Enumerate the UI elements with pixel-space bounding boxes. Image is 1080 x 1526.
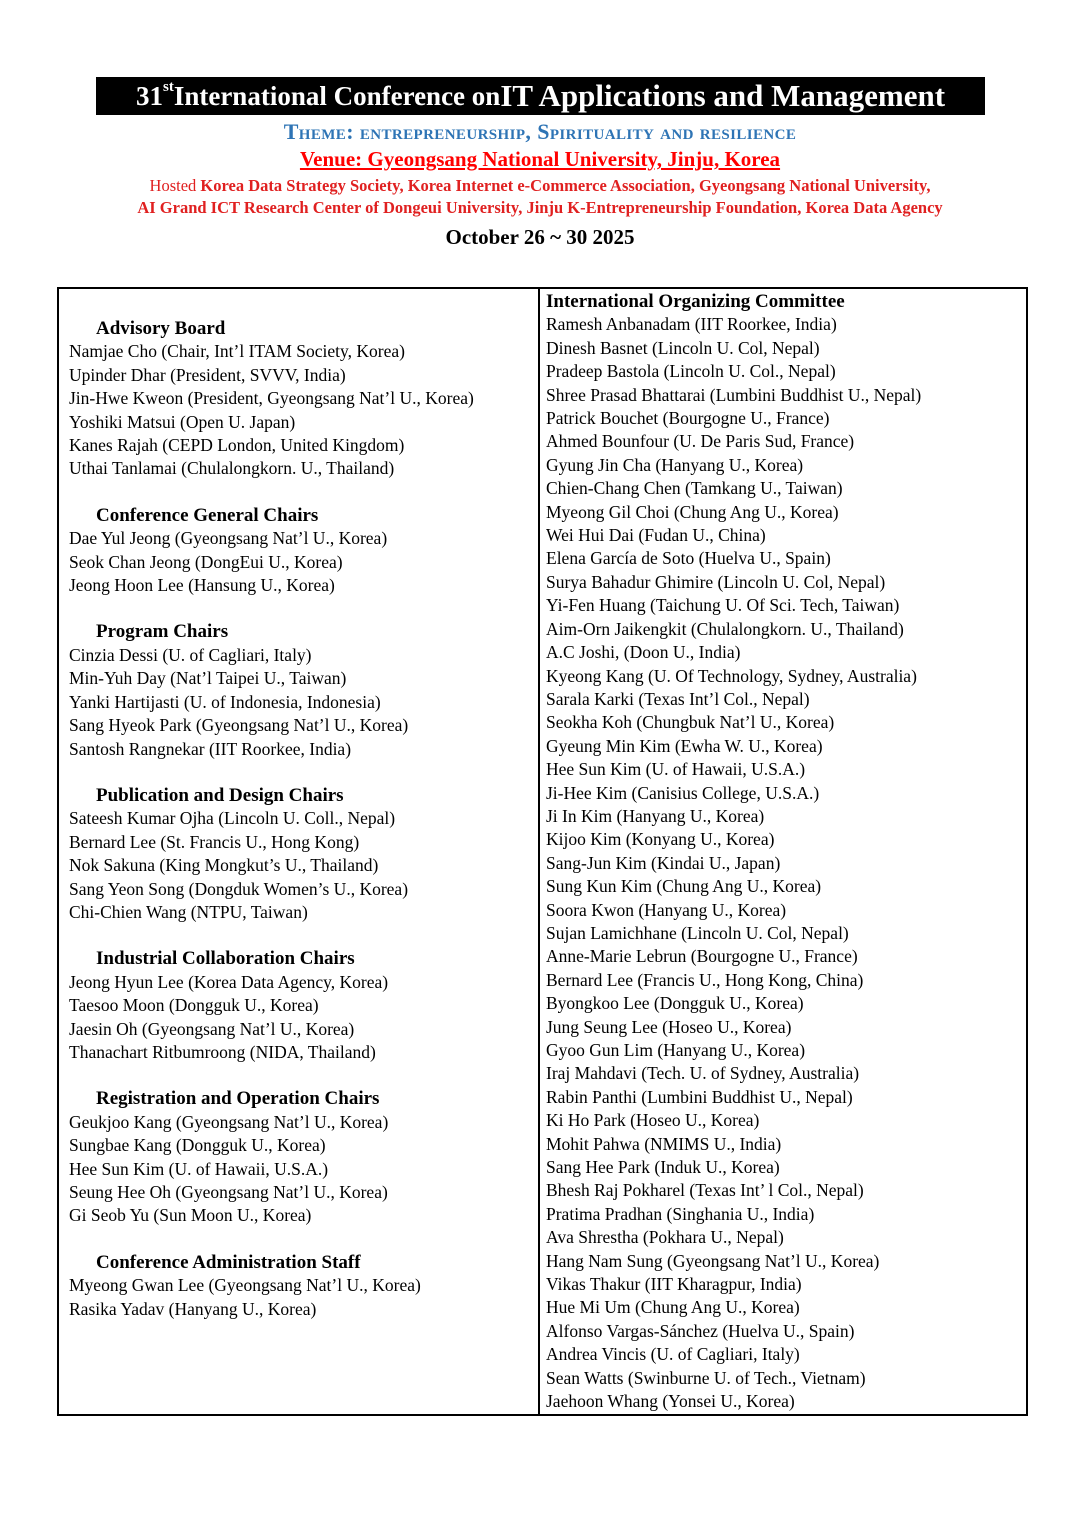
member-line: Seung Hee Oh (Gyeongsang Nat’l U., Korea) <box>69 1182 388 1202</box>
member-line: Sung Kun Kim (Chung Ang U., Korea) <box>546 876 822 897</box>
member-line: Sang Yeon Song (Dongduk Women’s U., Korea) <box>69 878 409 899</box>
member-line: Seokha Koh (Chungbuk Nat’l U., Korea) <box>546 712 835 733</box>
member-line: Upinder Dhar (President, SVVV, India) <box>69 364 346 385</box>
member-line: Chi-Chien Wang (NTPU, Taiwan) <box>69 901 308 922</box>
section-heading: Advisory Board <box>96 318 226 339</box>
member-line: Bernard Lee (Francis U., Hong Kong, China) <box>546 969 864 990</box>
member-line: Santosh Rangnekar (IIT Roorkee, India) <box>69 738 352 759</box>
committee-section <box>69 784 532 924</box>
member-line: Min-Yuh Day (Nat’l Taipei U., Taiwan) <box>69 668 347 689</box>
hosted-line-1 <box>0 175 1080 197</box>
member-line: Bhesh Raj Pokharel (Texas Int’ l Col., Nepal) <box>546 1180 864 1201</box>
venue-line: Venue: Gyeongsang National University, Jinju, Korea <box>299 147 781 171</box>
member-line: Ava Shrestha (Pokhara U., Nepal) <box>546 1227 784 1248</box>
member-line: Ki Ho Park (Hoseo U., Korea) <box>546 1110 760 1131</box>
member-line: Cinzia Dessi (U. of Cagliari, Italy) <box>69 644 312 665</box>
member-line: Sungbae Kang (Dongguk U., Korea) <box>69 1135 326 1156</box>
conference-title-banner: 31 st International Conference on IT Applications and Management <box>96 77 985 115</box>
member-line: Yanki Hartijasti (U. of Indonesia, Indonesia) <box>69 691 381 712</box>
member-line: Yi-Fen Huang (Taichung U. Of Sci. Tech, Taiwan) <box>546 595 900 616</box>
committee-section <box>69 504 532 598</box>
member-line: Patrick Bouchet (Bourgogne U., France) <box>546 408 830 429</box>
member-line: Gyeung Min Kim (Ewha W. U., Korea) <box>546 735 823 756</box>
left-column-sections <box>59 289 540 1414</box>
hosted-block <box>0 175 1080 219</box>
right-column-section <box>540 289 1026 1414</box>
member-line: Gyoo Gun Lim (Hanyang U., Korea) <box>546 1040 806 1060</box>
member-line: Hang Nam Sung (Gyeongsang Nat’l U., Korea) <box>546 1250 880 1271</box>
member-line: Shree Prasad Bhattarai (Lumbini Buddhist U., Nepal) <box>546 384 922 405</box>
member-line: Gyung Jin Cha (Hanyang U., Korea) <box>546 454 804 475</box>
member-line: Seok Chan Jeong (DongEui U., Korea) <box>69 551 343 572</box>
member-line: Rasika Yadav (Hanyang U., Korea) <box>69 1298 317 1319</box>
conference-dates: October 26 ~ 30 2025 <box>445 225 635 249</box>
member-line: Bernard Lee (St. Francis U., Hong Kong) <box>69 831 360 852</box>
member-line: Thanachart Ritbumroong (NIDA, Thailand) <box>69 1041 376 1062</box>
member-line: Sarala Karki (Texas Int’l Col., Nepal) <box>546 688 810 709</box>
section-heading: International Organizing Committee <box>546 291 845 312</box>
conference-title-number: 31 <box>135 80 163 111</box>
member-line: Myeong Gwan Lee (Gyeongsang Nat’l U., Korea) <box>69 1275 421 1296</box>
conference-title-emphasis: IT Applications and Management <box>500 78 946 113</box>
committee-section <box>69 1251 532 1321</box>
member-line: Ji-Hee Kim (Canisius College, U.S.A.) <box>546 782 820 803</box>
member-line: Elena García de Soto (Huelva U., Spain) <box>546 548 831 569</box>
member-line: Jeong Hoon Lee (Hansung U., Korea) <box>69 575 335 596</box>
member-line: Jaehoon Whang (Yonsei U., Korea) <box>546 1391 795 1412</box>
member-line: Sang-Jun Kim (Kindai U., Japan) <box>546 852 781 873</box>
hosted-line-2 <box>0 197 1080 219</box>
member-line: Jaesin Oh (Gyeongsang Nat’l U., Korea) <box>69 1018 355 1039</box>
member-line: Geukjoo Kang (Gyeongsang Nat’l U., Korea) <box>69 1111 389 1132</box>
member-line: Wei Hui Dai (Fudan U., China) <box>546 525 766 546</box>
member-line: Sang Hee Park (Induk U., Korea) <box>546 1157 780 1178</box>
member-line: Jin-Hwe Kweon (President, Gyeongsang Nat’l U., Korea) <box>69 388 474 409</box>
section-heading: Conference Administration Staff <box>96 1251 361 1273</box>
member-line: Mohit Pahwa (NMIMS U., India) <box>546 1133 782 1154</box>
header-subsection <box>0 118 1080 251</box>
section-heading: Industrial Collaboration Chairs <box>96 948 355 970</box>
member-line: Byongkoo Lee (Dongguk U., Korea) <box>546 993 804 1014</box>
member-line: Jung Seung Lee (Hoseo U., Korea) <box>546 1016 792 1037</box>
section-heading: Registration and Operation Chairs <box>96 1088 380 1110</box>
member-line: Kijoo Kim (Konyang U., Korea) <box>546 829 775 850</box>
member-line: Pradeep Bastola (Lincoln U. Col., Nepal) <box>546 361 836 382</box>
committee-section <box>69 620 532 760</box>
committee-section <box>69 317 532 481</box>
member-line: Jeong Hyun Lee (Korea Data Agency, Korea) <box>69 971 389 992</box>
member-line: Alfonso Vargas-Sánchez (Huelva U., Spain) <box>546 1320 855 1341</box>
member-line: Sang Hyeok Park (Gyeongsang Nat’l U., Korea) <box>69 715 409 736</box>
member-line: Chien-Chang Chen (Tamkang U., Taiwan) <box>546 478 843 499</box>
member-line: Ramesh Anbanadam (IIT Roorkee, India) <box>546 314 837 335</box>
member-line: Sateesh Kumar Ojha (Lincoln U. Coll., Nepal) <box>69 808 396 829</box>
member-line: Dae Yul Jeong (Gyeongsang Nat’l U., Korea) <box>69 528 388 549</box>
member-line: Myeong Gil Choi (Chung Ang U., Korea) <box>546 501 839 522</box>
hosted-orgs-2: AI Grand ICT Research Center of Dongeui University, Jinju K-Entrepreneurship Foundation, Korea Data Agency <box>137 198 943 217</box>
member-line: Nok Sakuna (King Mongkut’s U., Thailand) <box>69 855 379 876</box>
member-line: Yoshiki Matsui (Open U. Japan) <box>69 411 296 432</box>
member-line: Hee Sun Kim (U. of Hawaii, U.S.A.) <box>69 1158 329 1179</box>
member-line: A.C Joshi, (Doon U., India) <box>546 642 741 663</box>
section-heading: Conference General Chairs <box>96 504 319 526</box>
member-line: Andrea Vincis (U. of Cagliari, Italy) <box>546 1344 800 1365</box>
member-line: Vikas Thakur (IIT Kharagpur, India) <box>546 1274 802 1295</box>
member-line: Kanes Rajah (CEPD London, United Kingdom) <box>69 435 405 456</box>
member-line: Rabin Panthi (Lumbini Buddhist U., Nepal) <box>546 1086 853 1107</box>
member-line: Namjae Cho (Chair, Int’l ITAM Society, Korea) <box>69 341 405 362</box>
theme-line: Theme: entrepreneurship, Spirituality and resilience <box>283 119 797 144</box>
conference-title-text: International Conference on <box>173 80 501 111</box>
committee-table <box>57 287 1028 1416</box>
member-line: Uthai Tanlamai (Chulalongkorn. U., Thailand) <box>69 458 395 479</box>
member-line: Iraj Mahdavi (Tech. U. of Sydney, Australia) <box>546 1063 860 1084</box>
section-heading: Publication and Design Chairs <box>96 784 344 806</box>
member-line: Soora Kwon (Hanyang U., Korea) <box>546 899 787 920</box>
section-heading: Program Chairs <box>96 621 229 643</box>
member-line: Taesoo Moon (Dongguk U., Korea) <box>69 995 319 1016</box>
member-line: Aim-Orn Jaikengkit (Chulalongkorn. U., Thailand) <box>546 618 904 639</box>
member-line: Anne-Marie Lebrun (Bourgogne U., France) <box>546 946 858 967</box>
member-line: Hee Sun Kim (U. of Hawaii, U.S.A.) <box>546 759 806 780</box>
member-line: Ahmed Bounfour (U. De Paris Sud, France) <box>546 431 855 452</box>
member-line: Sean Watts (Swinburne U. of Tech., Vietnam) <box>546 1367 866 1388</box>
hosted-label: Hosted <box>149 176 201 195</box>
member-line: Gi Seob Yu (Sun Moon U., Korea) <box>69 1205 312 1226</box>
member-line: Kyeong Kang (U. Of Technology, Sydney, Australia) <box>546 665 917 686</box>
committee-section <box>69 947 532 1064</box>
member-line: Pratima Pradhan (Singhania U., India) <box>546 1203 815 1224</box>
member-line: Ji In Kim (Hanyang U., Korea) <box>546 805 765 826</box>
member-line: Sujan Lamichhane (Lincoln U. Col, Nepal) <box>546 922 849 943</box>
member-line: Hue Mi Um (Chung Ang U., Korea) <box>546 1297 800 1318</box>
committee-section <box>69 1087 532 1227</box>
member-line: Surya Bahadur Ghimire (Lincoln U. Col, Nepal) <box>546 571 886 592</box>
hosted-orgs-1: Korea Data Strategy Society, Korea Internet e-Commerce Association, Gyeongsang National University, <box>200 176 931 195</box>
member-line: Dinesh Basnet (Lincoln U. Col, Nepal) <box>546 337 820 358</box>
